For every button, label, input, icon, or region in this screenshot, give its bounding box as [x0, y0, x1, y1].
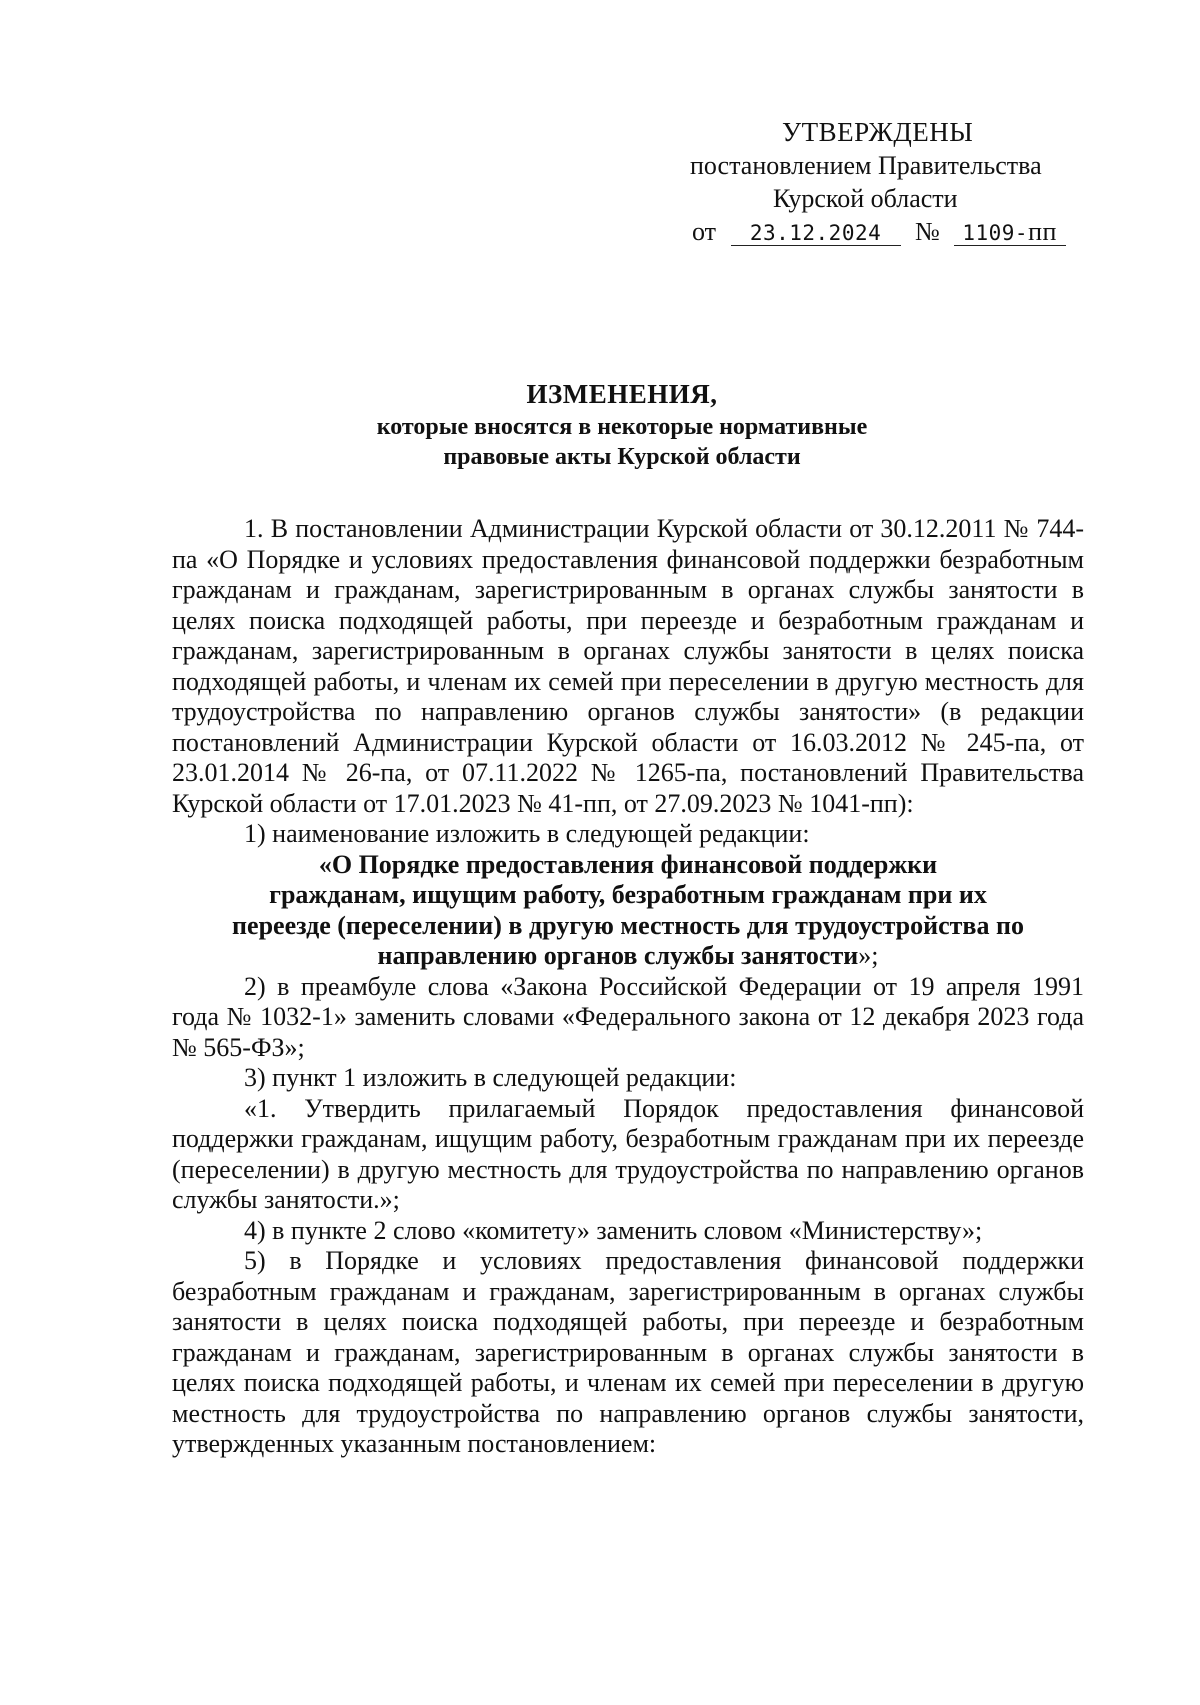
new-title-line2: гражданам, ищущим работу, безработным гражданам при их	[269, 880, 987, 909]
paragraph-1-5: 5) в Порядке и условиях предоставления финансовой поддержки безработным гражданам и гражданам, зарегистрированным в органах службы занятости в целях поиска подходящей работы, при переезде и безработным гражданам и гражданам, зарегистрированным в органах службы занятости в целях поиска подходящей работы, и членам их семей при переселении в другую местность для трудоустройства по направлению органов службы занятости, утвержденных указанным постановлением:	[172, 1246, 1084, 1458]
heading-title: ИЗМЕНЕНИЯ,	[526, 379, 718, 409]
approval-number	[954, 217, 1066, 246]
approval-number-suffix: пп	[1028, 217, 1057, 246]
approval-date: 23.12.2024	[731, 221, 901, 246]
paragraph-1-4: 4) в пункте 2 слово «комитету» заменить словом «Министерству»;	[244, 1215, 983, 1245]
approval-number-value: 1109-	[962, 221, 1029, 245]
document-body	[172, 514, 1084, 1460]
paragraph-1-3-text: «1. Утвердить прилагаемый Порядок предоставления финансовой поддержки гражданам, ищущим работу, безработным гражданам при их переезде (переселении) в другую местность для трудоустройства по направлению органов службы занятости.»;	[172, 1093, 1084, 1214]
approval-block	[630, 116, 1090, 248]
approval-title: УТВЕРЖДЕНЫ	[782, 117, 974, 147]
paragraph-1-3: 3) пункт 1 изложить в следующей редакции:	[244, 1063, 737, 1092]
from-label: от	[692, 217, 717, 246]
paragraph-1: 1. В постановлении Администрации Курской области от 30.12.2011 № 744-па «О Порядке и условиях предоставления финансовой поддержки безработным гражданам и гражданам, зарегистрированным в органах службы занятости в целях поиска подходящей работы, при переезде и безработным гражданам и гражданам, зарегистрированным в органах службы занятости в целях поиска подходящей работы, и членам их семей при переселении в другую местность для трудоустройства по направлению органов службы занятости» (в редакции постановлений Администрации Курской области от 16.03.2012 № 245-па, от 23.01.2014 № 26-па, от 07.11.2022 № 1265-па, постановлений Правительства Курской области от 17.01.2023 № 41-пп, от 27.09.2023 № 1041-пп):	[172, 514, 1084, 818]
approval-issuer: постановлением Правительства	[690, 151, 1042, 180]
heading-subtitle-line2: правовые акты Курской области	[443, 444, 801, 470]
paragraph-1-2: 2) в преамбуле слова «Закона Российской Федерации от 19 апреля 1991 года № 1032-1» заменить словами «Федерального закона от 12 декабря 2023 года № 565-ФЗ»;	[172, 971, 1084, 1062]
document-heading	[160, 376, 1084, 472]
new-title-line4	[172, 941, 1084, 972]
heading-subtitle-line1: которые вносятся в некоторые нормативные	[376, 414, 868, 440]
paragraph-1-1: 1) наименование изложить в следующей редакции:	[244, 819, 810, 848]
new-title-line3: переезде (переселении) в другую местность для трудоустройства по	[232, 910, 1024, 940]
new-title-line1: «О Порядке предоставления финансовой поддержки	[318, 849, 938, 879]
new-title-line4-text: направлению органов службы занятости	[377, 941, 859, 970]
approval-date-number	[630, 215, 1090, 248]
new-title-close: »;	[858, 941, 879, 970]
number-label: №	[915, 217, 940, 246]
approval-region: Курской области	[773, 184, 958, 213]
